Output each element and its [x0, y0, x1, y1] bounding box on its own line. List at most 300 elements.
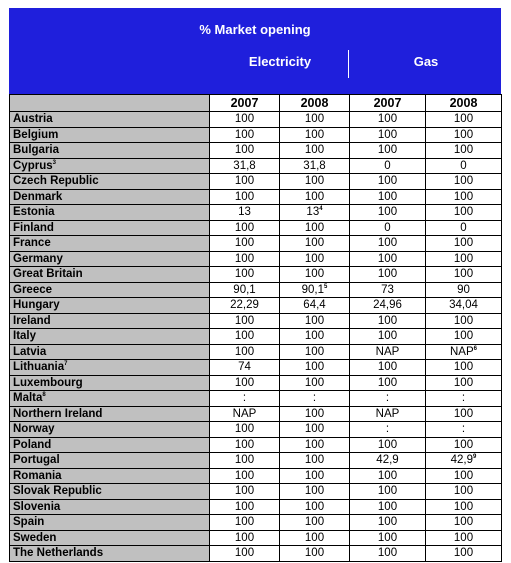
country-cell [10, 515, 210, 531]
country-cell-value: Czech Republic [13, 175, 99, 187]
country-cell [10, 205, 210, 221]
table-row [10, 174, 502, 190]
footnote-marker: 9 [473, 454, 477, 461]
gas-2007-cell-value: 100 [377, 330, 398, 342]
electricity-2008-cell [280, 112, 350, 128]
country-cell [10, 546, 210, 562]
electricity-2008-cell [280, 313, 350, 329]
electricity-2008-cell [280, 298, 350, 314]
electricity-2008-cell-value: 100 [304, 314, 325, 327]
country-cell-value: Romania [13, 469, 62, 482]
country-cell [10, 499, 210, 515]
gas-2007-cell [350, 329, 426, 345]
electricity-2008-cell [280, 205, 350, 221]
gas-2007-cell-value: 100 [377, 128, 398, 141]
year-header-gas-2007: 2007 [350, 95, 426, 112]
table-row [10, 143, 502, 159]
electricity-2008-cell [280, 220, 350, 236]
gas-2007-cell-value: 100 [377, 190, 398, 203]
gas-2007-cell-value: 100 [377, 469, 398, 482]
gas-2008-cell [426, 267, 502, 283]
electricity-group-header: Electricity [248, 54, 312, 69]
gas-2008-cell [426, 298, 502, 314]
country-cell [10, 189, 210, 205]
table-row [10, 189, 502, 205]
electricity-2008-cell-value: 100 [304, 454, 325, 466]
gas-2007-cell [350, 499, 426, 515]
market-opening-table [9, 94, 502, 562]
gas-2008-cell [426, 499, 502, 515]
table-row [10, 468, 502, 484]
table-row [10, 546, 502, 562]
electricity-2007-cell [210, 484, 280, 500]
electricity-2008-cell-value: 100 [304, 376, 325, 389]
gas-2007-cell-value: 100 [377, 500, 398, 513]
gas-2007-cell-value: 100 [377, 531, 398, 544]
gas-2007-cell-value: 100 [377, 438, 398, 451]
gas-2008-cell-value: : [461, 423, 466, 435]
electricity-2008-cell-value: 100 [304, 268, 325, 280]
group-divider [348, 50, 349, 78]
gas-2007-cell [350, 189, 426, 205]
electricity-2007-cell-value: 100 [234, 454, 255, 466]
gas-2008-cell-value: 100 [453, 438, 474, 451]
country-cell-value: Italy [13, 330, 37, 342]
gas-2007-cell-value: 100 [377, 252, 398, 265]
table-row [10, 484, 502, 500]
country-cell-value: Denmark [13, 190, 63, 203]
gas-2007-cell [350, 313, 426, 329]
electricity-2008-cell-value: 100 [304, 516, 325, 528]
gas-2007-cell-value: 100 [377, 206, 398, 218]
gas-2007-cell-value: NAP [375, 345, 400, 358]
country-cell [10, 484, 210, 500]
electricity-2008-cell-value: 100 [304, 361, 325, 373]
country-cell-value: Luxembourg [13, 376, 83, 389]
electricity-2008-cell-value: 100 [304, 469, 325, 482]
country-cell [10, 313, 210, 329]
electricity-2008-cell [280, 422, 350, 438]
country-cell-value: Sweden [13, 531, 57, 544]
gas-2007-cell-value: 100 [377, 175, 398, 187]
electricity-2007-cell [210, 313, 280, 329]
electricity-2007-cell-value: 13 [238, 206, 251, 218]
electricity-2007-cell-value: 100 [234, 500, 255, 513]
gas-2007-cell-value: 0 [384, 159, 391, 172]
gas-2007-cell [350, 267, 426, 283]
gas-2008-cell [426, 189, 502, 205]
table-row [10, 158, 502, 174]
country-cell-value: Northern Ireland [13, 407, 103, 420]
country-cell-value: Spain [13, 516, 45, 528]
electricity-2007-cell [210, 189, 280, 205]
year-header-electricity-2007: 2007 [210, 95, 280, 112]
gas-2008-cell-value: 100 [453, 407, 474, 420]
electricity-2008-cell [280, 437, 350, 453]
gas-2007-cell-value: 24,96 [373, 299, 402, 311]
electricity-2008-cell [280, 515, 350, 531]
table-row [10, 251, 502, 267]
electricity-2008-cell-value: 100 [304, 500, 325, 513]
country-cell-value: Norway [13, 423, 55, 435]
country-cell [10, 298, 210, 314]
gas-2008-cell-value: 0 [460, 221, 467, 234]
electricity-2007-cell-value: 100 [234, 221, 255, 234]
electricity-2007-cell-value: 100 [234, 531, 255, 544]
gas-2008-cell-value: 100 [453, 314, 474, 327]
table-row [10, 515, 502, 531]
gas-2008-cell-value: 0 [460, 159, 467, 172]
gas-2008-cell-value: 100 [453, 128, 474, 141]
country-cell [10, 282, 210, 298]
gas-2008-cell-value: : [461, 392, 466, 404]
electricity-2008-cell-value: 100 [304, 175, 325, 187]
electricity-2007-cell-value: 90,1 [233, 283, 256, 296]
table-row [10, 267, 502, 283]
country-cell [10, 251, 210, 267]
country-header-cell [10, 95, 210, 112]
gas-2007-cell-value: : [385, 392, 390, 404]
electricity-2008-cell [280, 499, 350, 515]
gas-2008-cell [426, 158, 502, 174]
country-cell [10, 375, 210, 391]
table-row [10, 205, 502, 221]
gas-2008-cell [426, 127, 502, 143]
electricity-2008-cell [280, 158, 350, 174]
gas-2007-cell-value: 42,9 [376, 454, 399, 466]
gas-2008-cell-value: 100 [453, 330, 474, 342]
footnote-marker: 5 [324, 283, 328, 290]
electricity-2007-cell [210, 468, 280, 484]
gas-2008-cell-value: 100 [453, 237, 474, 249]
gas-2007-cell [350, 406, 426, 422]
electricity-2007-cell [210, 344, 280, 360]
gas-2008-cell [426, 360, 502, 376]
country-cell [10, 236, 210, 252]
gas-2007-cell [350, 205, 426, 221]
table-row [10, 499, 502, 515]
electricity-2008-cell-value: 100 [304, 128, 325, 141]
gas-2007-cell-value: 100 [377, 361, 398, 373]
electricity-2007-cell-value: 100 [234, 128, 255, 141]
country-cell-value: Cyprus [13, 159, 53, 172]
gas-2008-cell [426, 484, 502, 500]
electricity-2007-cell-value: 100 [234, 376, 255, 389]
gas-2008-cell-value: 100 [453, 516, 474, 528]
gas-2007-cell-value: 100 [377, 376, 398, 389]
gas-2008-cell [426, 406, 502, 422]
gas-2007-cell [350, 143, 426, 159]
table-row [10, 406, 502, 422]
electricity-2007-cell [210, 267, 280, 283]
gas-2007-cell [350, 375, 426, 391]
gas-2008-cell-value: 100 [453, 206, 474, 218]
gas-2007-cell [350, 391, 426, 407]
electricity-2007-cell [210, 127, 280, 143]
footnote-marker: 6 [473, 345, 477, 352]
country-cell [10, 329, 210, 345]
electricity-2007-cell-value: 100 [234, 175, 255, 187]
gas-2008-cell [426, 453, 502, 469]
electricity-2008-cell-value: 100 [304, 407, 325, 420]
country-cell [10, 174, 210, 190]
electricity-2007-cell-value: 100 [234, 237, 255, 249]
country-cell-value: Bulgaria [13, 144, 60, 156]
country-cell [10, 437, 210, 453]
electricity-2008-cell [280, 143, 350, 159]
electricity-2007-cell [210, 236, 280, 252]
gas-2007-cell-value: 100 [377, 268, 398, 280]
electricity-2008-cell-value: 100 [304, 485, 325, 497]
electricity-2007-cell-value: 100 [234, 516, 255, 528]
table-row [10, 422, 502, 438]
country-cell-value: Belgium [13, 128, 59, 141]
country-cell [10, 406, 210, 422]
gas-2007-cell-value: 100 [377, 547, 398, 559]
electricity-2007-cell-value: 100 [234, 345, 255, 358]
electricity-2008-cell [280, 406, 350, 422]
gas-2008-cell [426, 251, 502, 267]
gas-2008-cell [426, 515, 502, 531]
electricity-2008-cell-value: 64,4 [303, 299, 326, 311]
gas-2007-cell [350, 251, 426, 267]
electricity-2007-cell [210, 391, 280, 407]
gas-2008-cell-value: 100 [453, 485, 474, 497]
table-row [10, 127, 502, 143]
country-cell-value: France [13, 237, 51, 249]
electricity-2008-cell-value: 100 [304, 252, 325, 265]
electricity-2007-cell-value: 100 [234, 144, 255, 156]
table-row [10, 375, 502, 391]
country-cell [10, 468, 210, 484]
gas-2008-cell-value: 90 [457, 283, 470, 296]
gas-2007-cell [350, 530, 426, 546]
gas-2008-cell-value: 100 [453, 175, 474, 187]
gas-2007-cell-value: NAP [375, 407, 400, 420]
gas-2007-cell-value: 0 [384, 221, 391, 234]
table-row [10, 437, 502, 453]
gas-2008-cell-value: 100 [453, 500, 474, 513]
electricity-2007-cell [210, 499, 280, 515]
gas-2007-cell [350, 282, 426, 298]
country-cell-value: Slovenia [13, 500, 61, 513]
gas-2008-cell [426, 313, 502, 329]
country-cell-value: Estonia [13, 206, 55, 218]
gas-2008-cell-value: 100 [453, 469, 474, 482]
country-cell [10, 453, 210, 469]
gas-2008-cell [426, 546, 502, 562]
country-cell [10, 422, 210, 438]
electricity-2008-cell-value: 100 [304, 345, 325, 358]
table-title: % Market opening [199, 22, 311, 37]
gas-2008-cell [426, 329, 502, 345]
electricity-2008-cell [280, 344, 350, 360]
electricity-2008-cell-value: 100 [304, 190, 325, 203]
table-row [10, 344, 502, 360]
gas-2008-cell-value: NAP [450, 345, 474, 358]
country-cell-value: Malta [13, 392, 43, 404]
electricity-2008-cell [280, 360, 350, 376]
electricity-2007-cell-value: 100 [234, 190, 255, 203]
table-row [10, 530, 502, 546]
electricity-2008-cell [280, 546, 350, 562]
table-row [10, 298, 502, 314]
country-cell [10, 360, 210, 376]
country-cell [10, 267, 210, 283]
electricity-2007-cell-value: 100 [234, 252, 255, 265]
gas-2007-cell [350, 174, 426, 190]
electricity-2007-cell [210, 406, 280, 422]
electricity-2008-cell [280, 484, 350, 500]
electricity-2007-cell-value: : [242, 392, 247, 404]
electricity-2008-cell-value: 100 [304, 330, 325, 342]
gas-2007-cell-value: 100 [377, 314, 398, 327]
table-row [10, 313, 502, 329]
gas-2008-cell [426, 205, 502, 221]
country-cell [10, 112, 210, 128]
country-cell [10, 344, 210, 360]
electricity-2008-cell [280, 282, 350, 298]
electricity-2007-cell [210, 375, 280, 391]
footnote-marker: 8 [42, 392, 46, 399]
gas-group-header: Gas [413, 54, 439, 69]
electricity-2008-cell-value: 100 [304, 547, 325, 559]
country-cell-value: Greece [13, 283, 53, 296]
electricity-2007-cell [210, 422, 280, 438]
electricity-2007-cell [210, 515, 280, 531]
gas-2007-cell [350, 437, 426, 453]
country-cell [10, 143, 210, 159]
gas-2007-cell [350, 344, 426, 360]
year-header-gas-2008: 2008 [426, 95, 502, 112]
footnote-marker: 4 [319, 206, 323, 213]
electricity-2008-cell [280, 189, 350, 205]
electricity-2007-cell [210, 360, 280, 376]
electricity-2008-cell-value: 100 [304, 423, 325, 435]
gas-2008-cell [426, 174, 502, 190]
gas-2008-cell [426, 437, 502, 453]
gas-2008-cell [426, 375, 502, 391]
gas-2007-cell-value: 100 [377, 485, 398, 497]
table-header [9, 8, 501, 94]
gas-2008-cell [426, 468, 502, 484]
electricity-2007-cell-value: 100 [234, 423, 255, 435]
electricity-2008-cell [280, 453, 350, 469]
electricity-2008-cell-value: 13 [306, 206, 320, 218]
electricity-2008-cell [280, 329, 350, 345]
market-opening-table-container [9, 8, 501, 562]
electricity-2007-cell [210, 329, 280, 345]
gas-2007-cell-value: 73 [381, 283, 394, 296]
gas-2007-cell-value: 100 [377, 144, 398, 156]
footnote-marker: 3 [52, 159, 56, 166]
electricity-2007-cell-value: 100 [234, 330, 255, 342]
gas-2008-cell [426, 143, 502, 159]
electricity-2007-cell [210, 143, 280, 159]
gas-2008-cell [426, 282, 502, 298]
year-header-electricity-2008: 2008 [280, 95, 350, 112]
country-cell-value: Great Britain [13, 268, 83, 280]
gas-2008-cell-value: 100 [453, 531, 474, 544]
gas-2007-cell [350, 468, 426, 484]
electricity-2008-cell [280, 236, 350, 252]
electricity-2008-cell [280, 267, 350, 283]
country-cell [10, 127, 210, 143]
gas-2008-cell-value: 100 [453, 190, 474, 203]
gas-2008-cell-value: 100 [453, 376, 474, 389]
electricity-2008-cell [280, 530, 350, 546]
table-row [10, 236, 502, 252]
gas-2007-cell-value: 100 [377, 516, 398, 528]
country-cell [10, 530, 210, 546]
gas-2008-cell [426, 220, 502, 236]
country-cell-value: Slovak Republic [13, 485, 102, 497]
gas-2007-cell [350, 220, 426, 236]
country-cell-value: Latvia [13, 345, 47, 358]
gas-2007-cell [350, 546, 426, 562]
electricity-2007-cell [210, 112, 280, 128]
electricity-2007-cell [210, 282, 280, 298]
gas-2007-cell [350, 158, 426, 174]
gas-2007-cell [350, 453, 426, 469]
gas-2008-cell [426, 422, 502, 438]
gas-2008-cell-value: 100 [453, 268, 474, 280]
table-row [10, 220, 502, 236]
gas-2008-cell [426, 530, 502, 546]
electricity-2007-cell [210, 530, 280, 546]
country-cell-value: Austria [13, 113, 53, 125]
gas-2008-cell-value: 100 [453, 252, 474, 265]
electricity-2007-cell [210, 158, 280, 174]
electricity-2007-cell-value: NAP [232, 407, 257, 420]
gas-2008-cell-value: 100 [453, 547, 474, 559]
country-cell [10, 158, 210, 174]
electricity-2008-cell [280, 127, 350, 143]
country-cell [10, 391, 210, 407]
gas-2008-cell-value: 42,9 [450, 454, 474, 466]
electricity-2007-cell-value: 100 [234, 547, 255, 559]
electricity-2008-cell-value: : [312, 392, 317, 404]
gas-2008-cell [426, 112, 502, 128]
electricity-2007-cell [210, 174, 280, 190]
electricity-2008-cell-value: 100 [304, 237, 325, 249]
gas-2007-cell [350, 236, 426, 252]
country-cell-value: Portugal [13, 454, 60, 466]
table-row [10, 282, 502, 298]
gas-2007-cell-value: : [385, 423, 390, 435]
electricity-2007-cell-value: 100 [234, 113, 255, 125]
country-cell-value: The Netherlands [13, 547, 104, 559]
electricity-2007-cell [210, 251, 280, 267]
country-cell-value: Lithuania [13, 361, 65, 373]
country-cell-value: Ireland [13, 314, 51, 327]
gas-2007-cell [350, 298, 426, 314]
gas-2008-cell-value: 100 [453, 113, 474, 125]
electricity-2007-cell-value: 22,29 [230, 299, 259, 311]
year-header-row [10, 95, 502, 112]
electricity-2007-cell [210, 298, 280, 314]
gas-2008-cell-value: 34,04 [449, 299, 478, 311]
table-row [10, 453, 502, 469]
country-cell-value: Germany [13, 252, 63, 265]
electricity-2007-cell [210, 453, 280, 469]
table-row [10, 329, 502, 345]
gas-2007-cell [350, 422, 426, 438]
electricity-2007-cell-value: 100 [234, 438, 255, 451]
gas-2007-cell [350, 484, 426, 500]
electricity-2008-cell-value: 100 [304, 438, 325, 451]
electricity-2007-cell-value: 100 [234, 469, 255, 482]
